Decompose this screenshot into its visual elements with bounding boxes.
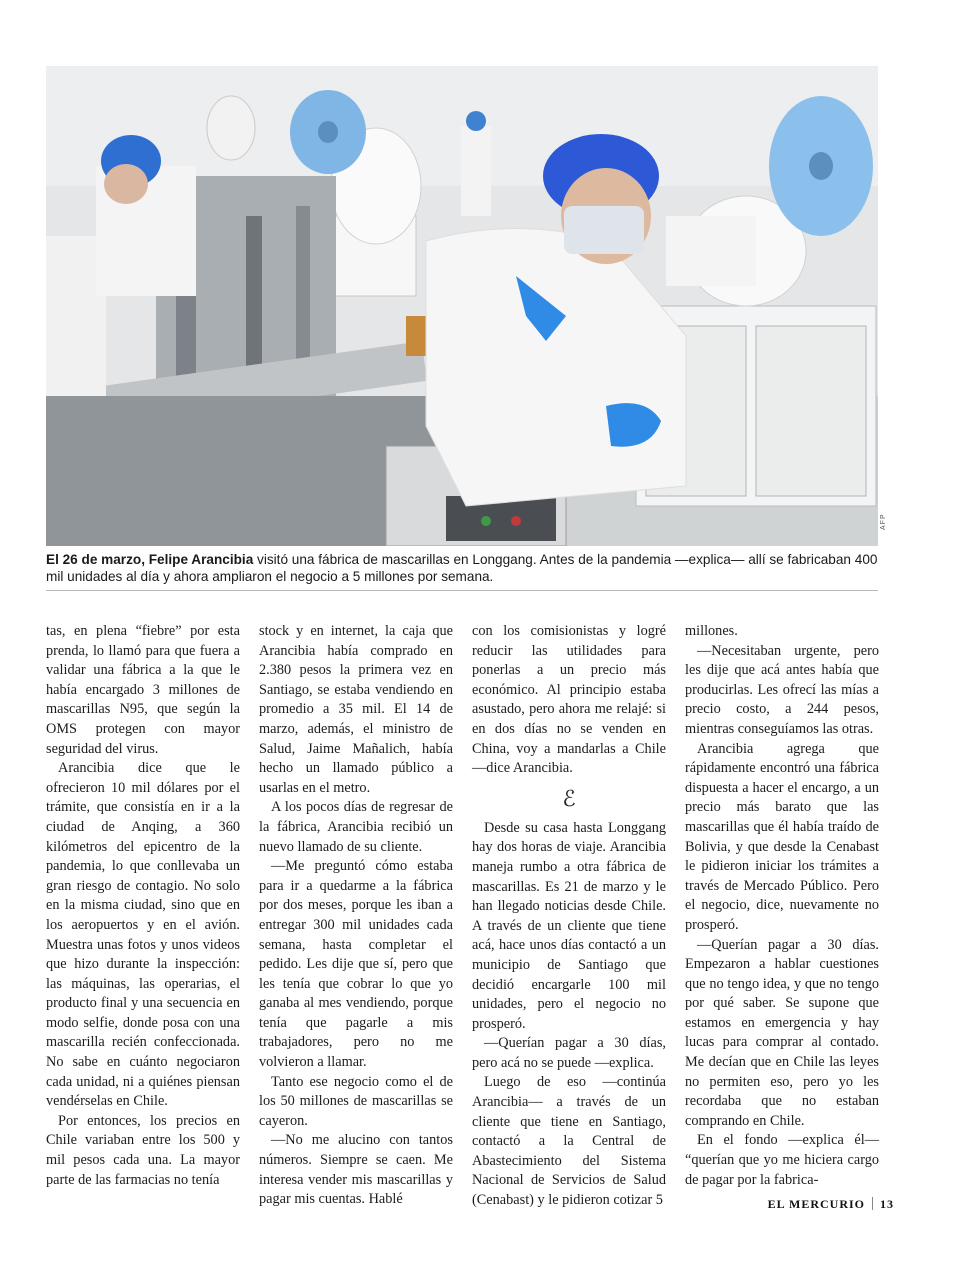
paragraph: Arancibia dice que le ofrecieron 10 mil dólares por el trámite, que consistía en ir a la ciudad de Anqing, a 360 kilómetros del epicentro de la pandemia, lo que conllevaba un gran riesgo de contagio. No solo en la misma ciudad, sino que en los aeropuertos y en el avión. Muestra unas fotos y unos videos que hizo durante la inspección: las máquinas, las operarias, el producto final y una secuencia en modo selfie, donde posa con una mascarilla recién confeccionada. No sabe en cuánto negociaron cada unidad, ni a quiénes piensan vendérselas en Chile. xyxy=(46,760,240,1110)
paragraph: —Querían pagar a 30 días. Empezaron a hablar cuestiones que no tengo idea, y que no tengo por qué saber. Se supone que estamos en emergencia y hay lucas para comprar al contado. Me decían que en Chile las leyes no permiten eso, pero yo les recordaba que no estaban comprando en Chile. xyxy=(685,936,879,1129)
paragraph: En el fondo —explica él— “querían que yo me hiciera cargo de pagar por la fabrica- xyxy=(685,1132,879,1188)
caption-bold: El 26 de marzo, Felipe Arancibia xyxy=(46,552,254,567)
paragraph: —Me preguntó cómo estaba para ir a quedarme a la fábrica por dos meses, porque les iban a entregar 300 mil unidades cada semana, hasta completar el pedido. Les dije que sí, pero que les tenía que cobrar lo que yo ganaba al mes vendiendo, porque tenía que pagarle a mis trabajadores, pero no me volvieron a llamar. xyxy=(259,858,453,1071)
factory-photo-illustration xyxy=(46,66,878,546)
photo-caption xyxy=(46,551,878,585)
paragraph: Por entonces, los precios en Chile variaban entre los 500 y mil pesos cada una. La mayor parte de las farmacias no tenía xyxy=(46,1112,240,1188)
paragraph: —No me alucino con tantos números. Siempre se caen. Me interesa vender mis mascarillas y pagar mis cuentas. Hablé xyxy=(259,1132,453,1208)
caption-text: visitó una fábrica de mascarillas en Longgang. Antes de la pandemia —explica— allí se fabricaban 400 mil unidades al día y ahora ampliaron el negocio a 5 millones por semana. xyxy=(46,552,878,584)
paragraph: tas, en plena “fiebre” por esta prenda, lo llamó para que fuera a validar una fábrica a la que le había encargado 3 millones de mascarillas N95, que según la OMS protegen con mayor seguridad del virus. xyxy=(46,623,240,757)
paragraph: —Necesitaban urgente, pero les dije que acá antes había que producirlas. Les ofrecí las mías a precio costo, a 244 pesos, mientras conseguíamos las otras. xyxy=(685,642,879,737)
section-ornament-icon: ℰ xyxy=(562,786,576,812)
paragraph: con los comisionistas y logré reducir las utilidades para ponerlas a un precio más económico. Al principio estaba asustado, pero ahora me relajé: si en dos días no se venden en China, voy a mandarlas a Chile —dice Arancibia. xyxy=(472,623,666,777)
page-footer xyxy=(768,1197,894,1212)
publication-name: EL MERCURIO xyxy=(767,1197,865,1211)
paragraph: millones. xyxy=(685,623,738,639)
paragraph: —Querían pagar a 30 días, pero acá no se puede —explica. xyxy=(472,1035,666,1071)
paragraph: A los pocos días de regresar de la fábrica, Arancibia recibió un nuevo llamado de su cliente. xyxy=(259,799,453,855)
paragraph: Luego de eso —continúa Arancibia— a través de un cliente que tiene en Santiago, contactó a la Central de Abastecimiento del Sistema Nacional de Servicios de Salud (Cenabast) y le pidieron cotizar 5 xyxy=(472,1074,666,1209)
paragraph: Tanto ese negocio como el de los 50 millones de mascarillas se cayeron. xyxy=(259,1073,453,1129)
column-2 xyxy=(259,622,453,1210)
column-1 xyxy=(46,622,240,1190)
page-number: 13 xyxy=(880,1197,894,1211)
footer-divider xyxy=(872,1197,873,1210)
caption-divider xyxy=(46,590,878,591)
factory-photo xyxy=(46,66,878,546)
paragraph: Desde su casa hasta Longgang hay dos horas de viaje. Arancibia maneja rumbo a otra fábrica de mascarillas. Es 21 de marzo y le han llegado noticias desde Chile. A través de un cliente que tiene acá, hace unos días contactó a un municipio de Santiago que decidió encargarle 100 mil unidades, pero el negocio no prosperó. xyxy=(472,819,666,1032)
column-4 xyxy=(685,622,879,1190)
photo-credit: AFP xyxy=(880,513,887,530)
paragraph: Arancibia agrega que rápidamente encontró una fábrica dispuesta a hacer el encargo, a un precio más barato que las mascarillas que él había traído de Bolivia, y que desde la Cenabast le pidieron iniciar los trámites a través de Mercado Público. Pero el negocio, dice, nuevamente no prosperó. xyxy=(685,740,879,933)
column-3 xyxy=(472,622,666,1211)
paragraph: stock y en internet, la caja que Arancibia había comprado en 2.380 pesos la primera vez en Santiago, se estaba vendiendo en promedio a 35 mil. El 14 de marzo, además, el ministro de Salud, Jaime Mañalich, había hecho un llamado público a usarlas en el metro. xyxy=(259,623,453,796)
